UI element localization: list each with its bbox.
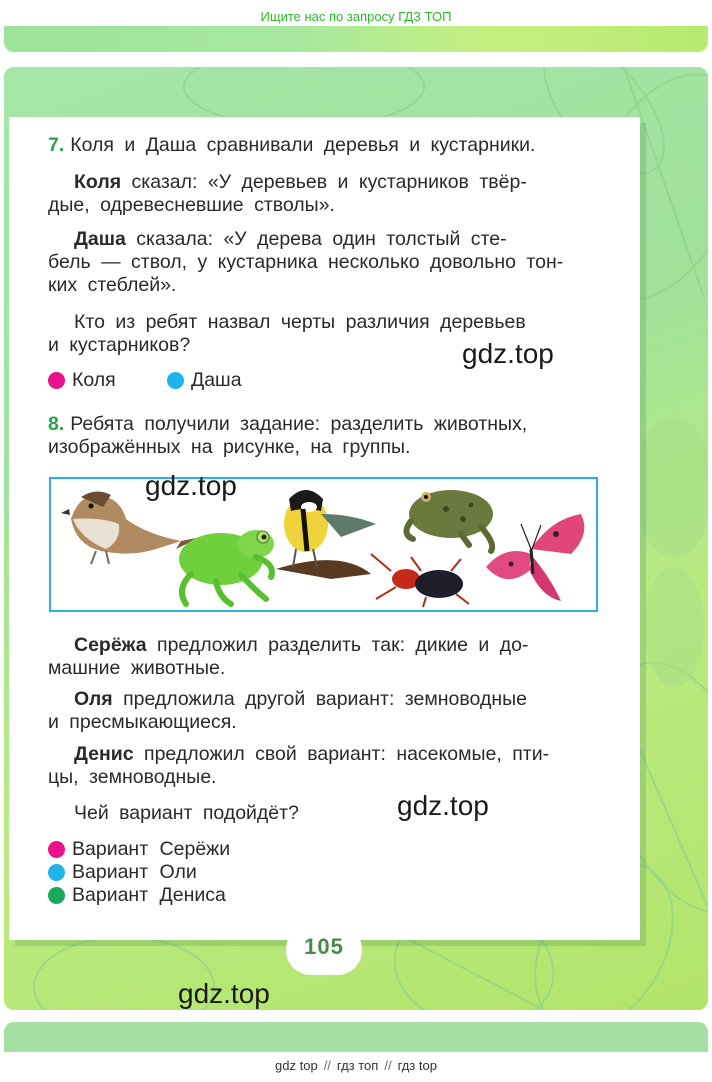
footer-separator: // [384,1057,392,1073]
serezha-statement-line1 [74,634,603,656]
task8-option-olya[interactable] [48,861,197,884]
blue-dot-icon [48,864,65,881]
dasha-line1-text: сказала: «У дерева один толстый сте- [136,228,507,250]
dasha-statement-line3: ких стеблей». [48,274,177,296]
option-label: Вариант Серёжи [72,838,231,860]
option-label: Вариант Оли [72,861,197,883]
denis-line1-text: предложил свой вариант: насекомые, пти- [144,743,550,765]
great-tit-image [276,490,376,579]
serezha-statement-line2: машние животные. [48,657,226,679]
footer-links [0,1054,712,1076]
watermark: gdz.top [397,790,489,821]
olya-statement-line2: и пресмыкающиеся. [48,711,237,733]
task8-intro-text: Ребята получили задание: разделить животных, [70,413,528,435]
watermark: gdz.top [178,978,270,1009]
ground-beetle-image [371,554,469,607]
tree-frog-image [179,530,274,604]
toad-image [406,490,493,551]
option-label: Вариант Дениса [72,884,226,906]
footer-link-gdz-top[interactable]: gdz top [275,1057,318,1073]
task8-intro-line2: изображённых на рисунке, на группы. [48,436,411,458]
banner-text[interactable]: Ищите нас по запросу ГДЗ ТОП [260,8,452,24]
kolya-name: Коля [74,171,122,193]
denis-name: Денис [74,743,134,765]
kolya-statement-line2: дые, одревесневшие стволы». [48,194,335,216]
watermark: gdz.top [462,338,554,369]
olya-line1-text: предложила другой вариант: земноводные [123,688,527,710]
footer-link-gdz-top-ru[interactable]: гдз топ [336,1057,379,1073]
dasha-statement-line1 [74,228,603,250]
denis-statement-line2: цы, земноводные. [48,766,217,788]
watermark: gdz.top [145,470,237,501]
textbook-page [4,67,708,1010]
dasha-statement-line2: бель — ствол, у кустарника несколько довольно тон- [48,251,564,273]
option-label: Даша [191,369,242,391]
butterfly-image [486,514,584,601]
task8-intro-line1 [48,413,603,435]
page-number-badge [286,919,362,975]
page-number: 105 [304,934,344,959]
green-dot-icon [48,887,65,904]
sparrow-image [61,491,201,564]
dasha-name: Даша [74,228,126,250]
previous-page-edge [4,26,708,52]
task8-option-serezha[interactable] [48,838,230,861]
footer-link-gdz-top-mixed[interactable]: гдз top [397,1057,437,1073]
task7-intro [48,134,603,156]
task7-question-line1: Кто из ребят назвал черты различия деревьев [74,311,526,333]
kolya-statement-line1 [74,171,603,193]
footer-separator: // [323,1057,331,1073]
task7-question-line2: и кустарников? [48,334,191,356]
task8-question: Чей вариант подойдёт? [74,802,299,824]
task7-option-kolya[interactable] [48,369,116,392]
task8-number: 8. [48,413,65,435]
blue-dot-icon [167,372,184,389]
pink-dot-icon [48,841,65,858]
olya-name: Оля [74,688,113,710]
olya-statement-line1 [74,688,603,710]
task8-option-denis[interactable] [48,884,226,907]
denis-statement-line1 [74,743,603,765]
task7-option-dasha[interactable] [167,369,242,392]
task7-number: 7. [48,134,65,156]
kolya-line1-text: сказал: «У деревьев и кустарников твёр- [131,171,527,193]
option-label: Коля [72,369,116,391]
pink-dot-icon [48,372,65,389]
serezha-name: Серёжа [74,634,147,656]
next-page-edge [4,1022,708,1052]
animals-picture [49,477,598,612]
serezha-line1-text: предложил разделить так: дикие и до- [157,634,529,656]
task7-intro-text: Коля и Даша сравнивали деревья и кустарники. [70,134,536,156]
